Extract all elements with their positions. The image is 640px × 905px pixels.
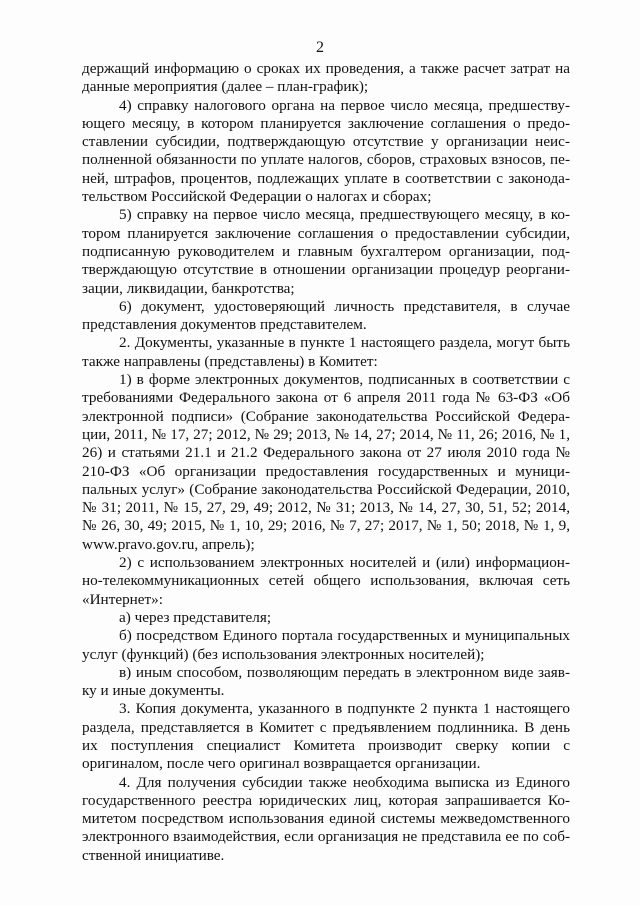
document-body [82, 60, 570, 865]
paragraph-item-6-identity-document: 6) документ, удостоверяющий личность представителя, в случае представления документов представителем. [82, 297, 570, 334]
paragraph-section-2: 2. Документы, указанные в пункте 1 настоящего раздела, могут быть также направлены (представлены) в Комитет: [82, 334, 570, 370]
paragraph-section-3-copy: 3. Копия документа, указанного в подпункте 2 пункта 1 настоящего раздела, представляется в Комитет с предъявлением подлинника. В день их поступления специалист Комитета производит сверку копии с оригиналом, после чего оригинал возвращается организации. [82, 700, 570, 773]
paragraph-item-5-certificate: 5) справку на первое число месяца, предшествующего месяцу, в котором планируется заключение соглашения о предоставлении субсидии, подписанную руководителем и главным бухгалтером организации, подтверждающую отсутствие в отношении организации процедур реорганизации, ликвидации, банкротства; [82, 206, 570, 297]
paragraph-2-2-a: а) через представителя; [119, 608, 272, 626]
paragraph-2-2-b: б) посредством Единого портала государственных и муниципальных услуг (функций) (без использования электронных носителей); [82, 627, 570, 663]
paragraph-section-4-registry-extract: 4. Для получения субсидии также необходима выписка из Единого государственного реестра юридических лиц, которая запрашивается Комитетом посредством использования единой системы межведомственного электронного взаимодействия, если организация не представила ее по собственной инициативе. [82, 773, 570, 864]
paragraph-2-2-c: в) иным способом, позволяющим передать в электронном виде заявку и иные документы. [82, 663, 570, 700]
paragraph-2-2-electronic-media: 2) с использованием электронных носителей и (или) информационно-телекоммуникационных сетей общего использования, включая сеть «Интернет»: [82, 554, 570, 608]
paragraph-item-4-tax-certificate: 4) справку налогового органа на первое число месяца, предшествующего месяцу, в котором планируется заключение соглашения о предоставлении субсидии, подтверждающую отсутствие у организации неисполненной обязанности по уплате налогов, сборов, страховых взносов, пеней, штрафов, процентов, подлежащих уплате в соответствии с законодательством Российской Федерации о налогах и сборах; [82, 96, 570, 206]
page-number: 2 [316, 39, 324, 56]
paragraph-2-1-electronic-documents: 1) в форме электронных документов, подписанных в соответствии с требованиями Федерального закона от 6 апреля 2011 года № 63-ФЗ «Об электронной подписи» (Собрание законодательства Российской Федерации, 2011, № 17, 27; 2012, № 29; 2013, № 14, 27; 2014, № 11, 26; 2016, № 1, 26) и статьями 21.1 и 21.2 Федерального закона от 27 июля 2010 года № 210-ФЗ «Об организации предоставления государственных и муниципальных услуг» (Собрание законодательства Российской Федерации, 2010, № 31; 2011, № 15, 27, 29, 49; 2012, № 31; 2013, № 14, 27, 30, 51, 52; 2014, № 26, 30, 49; 2015, № 1, 10, 29; 2016, № 7, 27; 2017, № 1, 50; 2018, № 1, 9, www.pravo.gov.ru, апрель); [82, 371, 570, 553]
paragraph-plan-schedule-continuation: держащий информацию о сроках их проведения, а также расчет затрат на данные мероприятия (далее – план-график); [82, 60, 570, 96]
